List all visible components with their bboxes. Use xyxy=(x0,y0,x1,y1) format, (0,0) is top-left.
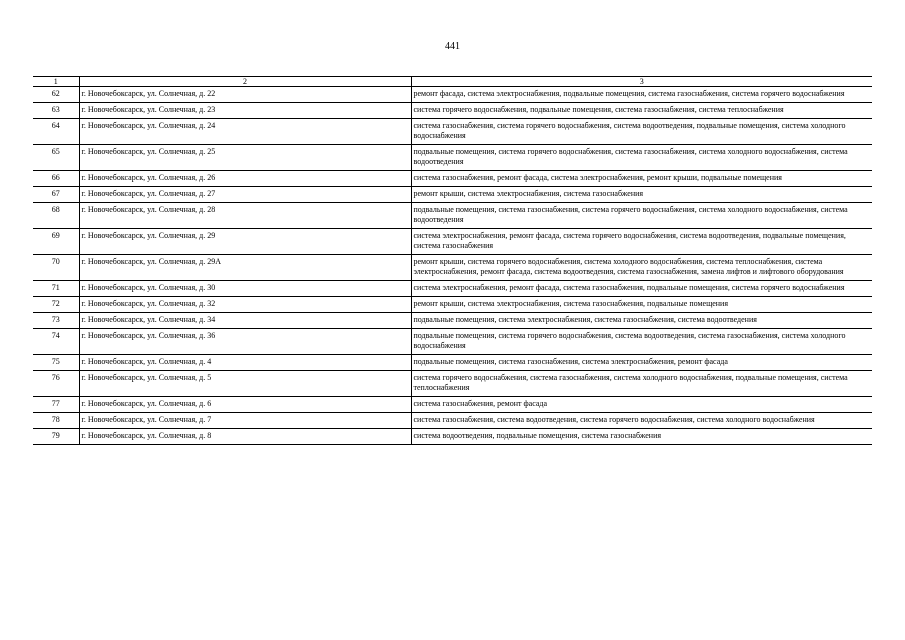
table-body xyxy=(33,87,872,445)
table-row xyxy=(33,229,872,255)
column-header-address: 2 xyxy=(79,77,411,87)
address-cell: г. Новочебоксарск, ул. Солнечная, д. 29 xyxy=(79,229,411,255)
row-number: 70 xyxy=(33,255,79,281)
address-cell: г. Новочебоксарск, ул. Солнечная, д. 7 xyxy=(79,413,411,429)
address-cell: г. Новочебоксарск, ул. Солнечная, д. 34 xyxy=(79,313,411,329)
works-cell: система горячего водоснабжения, система газоснабжения, система холодного водоснабжения, подвальные помещения, система теплоснабжения xyxy=(411,371,872,397)
works-cell: подвальные помещения, система газоснабжения, система электроснабжения, ремонт фасада xyxy=(411,355,872,371)
column-header-works: 3 xyxy=(411,77,872,87)
row-number: 71 xyxy=(33,281,79,297)
table-row xyxy=(33,255,872,281)
row-number: 66 xyxy=(33,171,79,187)
table-row xyxy=(33,103,872,119)
table-row xyxy=(33,313,872,329)
row-number: 72 xyxy=(33,297,79,313)
table-row xyxy=(33,355,872,371)
row-number: 76 xyxy=(33,371,79,397)
table-row xyxy=(33,371,872,397)
works-cell: система горячего водоснабжения, подвальные помещения, система газоснабжения, система теплоснабжения xyxy=(411,103,872,119)
works-cell: система газоснабжения, ремонт фасада xyxy=(411,397,872,413)
table-row xyxy=(33,171,872,187)
table-row xyxy=(33,329,872,355)
works-cell: подвальные помещения, система горячего водоснабжения, система газоснабжения, система холодного водоснабжения, система водоотведения xyxy=(411,145,872,171)
works-cell: ремонт крыши, система горячего водоснабжения, система холодного водоснабжения, система теплоснабжения, система электроснабжения, ремонт фасада, система водоотведения, система газоснабжения, замена лифтов и лифтового оборудования xyxy=(411,255,872,281)
row-number: 63 xyxy=(33,103,79,119)
works-cell: ремонт крыши, система электроснабжения, система газоснабжения xyxy=(411,187,872,203)
row-number: 65 xyxy=(33,145,79,171)
works-cell: система газоснабжения, ремонт фасада, система электроснабжения, ремонт крыши, подвальные помещения xyxy=(411,171,872,187)
table-row xyxy=(33,87,872,103)
address-cell: г. Новочебоксарск, ул. Солнечная, д. 27 xyxy=(79,187,411,203)
works-cell: подвальные помещения, система газоснабжения, система горячего водоснабжения, система холодного водоснабжения, система водоотведения xyxy=(411,203,872,229)
address-cell: г. Новочебоксарск, ул. Солнечная, д. 8 xyxy=(79,429,411,445)
works-cell: система газоснабжения, система горячего водоснабжения, система водоотведения, подвальные помещения, система холодного водоснабжения xyxy=(411,119,872,145)
header-row xyxy=(33,77,872,87)
works-cell: подвальные помещения, система горячего водоснабжения, система водоотведения, система газоснабжения, система холодного водоснабжения xyxy=(411,329,872,355)
works-cell: система электроснабжения, ремонт фасада, система газоснабжения, подвальные помещения, система горячего водоснабжения xyxy=(411,281,872,297)
row-number: 74 xyxy=(33,329,79,355)
table-row xyxy=(33,187,872,203)
row-number: 64 xyxy=(33,119,79,145)
row-number: 78 xyxy=(33,413,79,429)
table-header xyxy=(33,77,872,87)
table-row xyxy=(33,429,872,445)
works-cell: система газоснабжения, система водоотведения, система горячего водоснабжения, система холодного водоснабжения xyxy=(411,413,872,429)
table-row xyxy=(33,203,872,229)
table-row xyxy=(33,297,872,313)
row-number: 68 xyxy=(33,203,79,229)
address-cell: г. Новочебоксарск, ул. Солнечная, д. 25 xyxy=(79,145,411,171)
row-number: 75 xyxy=(33,355,79,371)
works-cell: ремонт крыши, система электроснабжения, система газоснабжения, подвальные помещения xyxy=(411,297,872,313)
works-cell: ремонт фасада, система электроснабжения, подвальные помещения, система газоснабжения, система горячего водоснабжения xyxy=(411,87,872,103)
row-number: 69 xyxy=(33,229,79,255)
address-cell: г. Новочебоксарск, ул. Солнечная, д. 23 xyxy=(79,103,411,119)
address-cell: г. Новочебоксарск, ул. Солнечная, д. 36 xyxy=(79,329,411,355)
table-row xyxy=(33,413,872,429)
table-row xyxy=(33,119,872,145)
address-cell: г. Новочебоксарск, ул. Солнечная, д. 28 xyxy=(79,203,411,229)
row-number: 62 xyxy=(33,87,79,103)
address-cell: г. Новочебоксарск, ул. Солнечная, д. 32 xyxy=(79,297,411,313)
table-row xyxy=(33,145,872,171)
row-number: 77 xyxy=(33,397,79,413)
address-cell: г. Новочебоксарск, ул. Солнечная, д. 24 xyxy=(79,119,411,145)
address-cell: г. Новочебоксарск, ул. Солнечная, д. 29А xyxy=(79,255,411,281)
address-cell: г. Новочебоксарск, ул. Солнечная, д. 4 xyxy=(79,355,411,371)
address-cell: г. Новочебоксарск, ул. Солнечная, д. 26 xyxy=(79,171,411,187)
row-number: 79 xyxy=(33,429,79,445)
works-cell: система электроснабжения, ремонт фасада, система горячего водоснабжения, система водоотведения, подвальные помещения, система газоснабжения xyxy=(411,229,872,255)
column-header-number: 1 xyxy=(33,77,79,87)
table-row xyxy=(33,281,872,297)
address-cell: г. Новочебоксарск, ул. Солнечная, д. 22 xyxy=(79,87,411,103)
works-cell: подвальные помещения, система электроснабжения, система газоснабжения, система водоотведения xyxy=(411,313,872,329)
address-cell: г. Новочебоксарск, ул. Солнечная, д. 30 xyxy=(79,281,411,297)
address-cell: г. Новочебоксарск, ул. Солнечная, д. 6 xyxy=(79,397,411,413)
table-row xyxy=(33,397,872,413)
row-number: 73 xyxy=(33,313,79,329)
works-cell: система водоотведения, подвальные помещения, система газоснабжения xyxy=(411,429,872,445)
page-number: 441 xyxy=(445,41,460,52)
register-table xyxy=(33,76,872,445)
address-cell: г. Новочебоксарск, ул. Солнечная, д. 5 xyxy=(79,371,411,397)
row-number: 67 xyxy=(33,187,79,203)
